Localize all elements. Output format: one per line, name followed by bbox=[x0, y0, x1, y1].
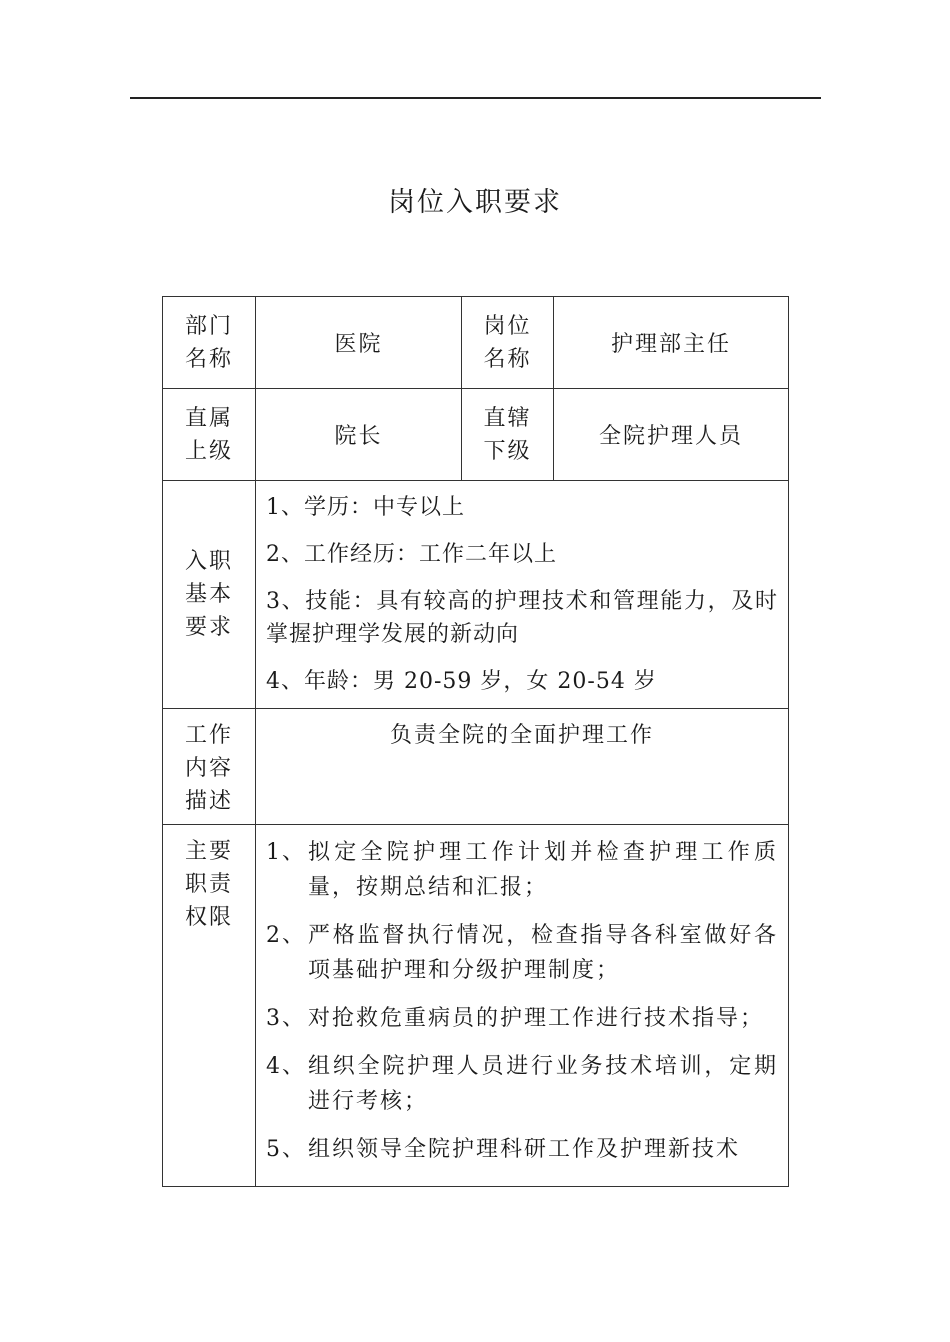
superior-value: 院长 bbox=[256, 389, 462, 481]
position-value: 护理部主任 bbox=[554, 297, 789, 389]
duty-text: 组织领导全院护理科研工作及护理新技术 bbox=[308, 1137, 741, 1162]
subordinate-value: 全院护理人员 bbox=[554, 389, 789, 481]
duty-item bbox=[266, 1049, 778, 1119]
dept-value: 医院 bbox=[256, 297, 462, 389]
duty-text: 拟定全院护理工作计划并检查护理工作质量，按期总结和汇报； bbox=[308, 840, 778, 900]
duty-number: 5、 bbox=[266, 1137, 306, 1162]
duty-item bbox=[266, 835, 778, 905]
dept-label: 部门 名称 bbox=[163, 297, 256, 389]
job-requirements-table bbox=[162, 296, 789, 1187]
table-row bbox=[163, 297, 789, 389]
duties-cell bbox=[256, 825, 789, 1187]
duty-number: 4、 bbox=[266, 1054, 306, 1079]
work-label: 工作 内容 描述 bbox=[163, 709, 256, 825]
duty-text: 严格监督执行情况，检查指导各科室做好各项基础护理和分级护理制度； bbox=[308, 923, 778, 983]
duty-number: 3、 bbox=[266, 1006, 306, 1031]
duty-number: 1、 bbox=[266, 840, 306, 865]
requirement-item: 3、技能：具有较高的护理技术和管理能力，及时掌握护理学发展的新动向 bbox=[266, 589, 778, 647]
duty-item bbox=[266, 1001, 778, 1036]
duties-label: 主要 职责 权限 bbox=[163, 825, 256, 1187]
duty-text: 对抢救危重病员的护理工作进行技术指导； bbox=[308, 1006, 765, 1031]
header-rule bbox=[130, 97, 821, 99]
duty-number: 2、 bbox=[266, 923, 306, 948]
table-row bbox=[163, 481, 789, 709]
table-row bbox=[163, 389, 789, 481]
duty-item bbox=[266, 1132, 778, 1167]
table-row bbox=[163, 825, 789, 1187]
requirement-item: 2、工作经历：工作二年以上 bbox=[266, 542, 557, 567]
position-label: 岗位 名称 bbox=[462, 297, 554, 389]
duty-text: 组织全院护理人员进行业务技术培训，定期进行考核； bbox=[308, 1054, 778, 1114]
work-value: 负责全院的全面护理工作 bbox=[256, 709, 789, 825]
requirements-label: 入职 基本 要求 bbox=[163, 481, 256, 709]
duty-item bbox=[266, 918, 778, 988]
table-row bbox=[163, 709, 789, 825]
requirement-item: 4、年龄：男 20-59 岁，女 20-54 岁 bbox=[266, 669, 657, 694]
requirement-item: 1、学历：中专以上 bbox=[266, 495, 465, 520]
superior-label: 直属 上级 bbox=[163, 389, 256, 481]
subordinate-label: 直辖 下级 bbox=[462, 389, 554, 481]
requirements-cell bbox=[256, 481, 789, 709]
page-title: 岗位入职要求 bbox=[388, 187, 562, 218]
